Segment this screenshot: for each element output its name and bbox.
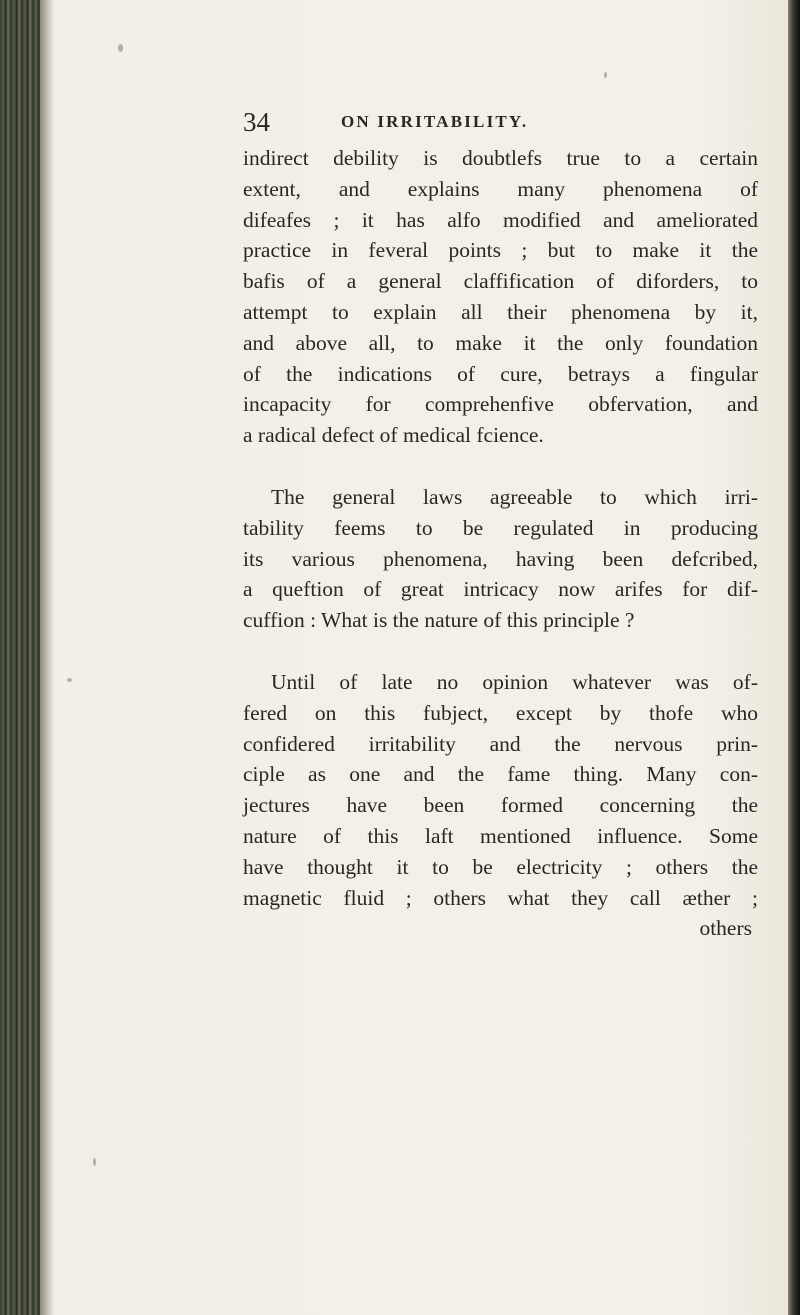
- ink-speck: [118, 44, 123, 52]
- text-line: of the indications of cure, betrays a fingular: [243, 361, 758, 386]
- text-line: bafis of a general claffification of diforders, to: [243, 269, 758, 294]
- text-line: attempt to explain all their phenomena by it,: [243, 299, 758, 324]
- text-line: ciple as one and the fame thing. Many con-: [243, 762, 758, 787]
- text-line: a radical defect of medical fcience.: [243, 423, 544, 448]
- running-head: ON IRRITABILITY.: [341, 112, 529, 131]
- ink-speck: [67, 678, 72, 682]
- page-number: 34: [243, 107, 270, 137]
- text-line: confidered irritability and the nervous prin-: [243, 731, 758, 756]
- ink-speck: [604, 72, 607, 78]
- text-line: indirect debility is doubtlefs true to a certain: [243, 146, 758, 170]
- text-line: its various phenomena, having been defcribed,: [243, 546, 758, 571]
- page-header: [243, 104, 703, 140]
- text-line: magnetic fluid ; others what they call æther ;: [243, 885, 758, 910]
- text-line: incapacity for comprehenfive obfervation, and: [243, 392, 758, 417]
- text-line: Until of late no opinion whatever was of-: [271, 669, 758, 694]
- text-line: tability feems to be regulated in producing: [243, 515, 758, 540]
- paragraph-2: [243, 482, 758, 636]
- text-line: jectures have been formed concerning the: [243, 793, 758, 818]
- text-line: extent, and explains many phenomena of: [243, 176, 758, 201]
- text-line: a queftion of great intricacy now arifes for dif-: [243, 577, 758, 602]
- text-line: have thought it to be electricity ; others the: [243, 854, 758, 879]
- text-line: practice in feveral points ; but to make it the: [243, 238, 758, 263]
- paragraph-1: [243, 143, 758, 451]
- body-text: [243, 143, 758, 944]
- text-line: nature of this laft mentioned influence. Some: [243, 823, 758, 848]
- text-line: and above all, to make it the only foundation: [243, 330, 758, 355]
- text-line: fered on this fubject, except by thofe who: [243, 700, 758, 725]
- book-binding-right: [788, 0, 800, 1315]
- paragraph-3: [243, 667, 758, 913]
- catchword: others: [699, 916, 752, 941]
- text-line: The general laws agreeable to which irri-: [271, 484, 758, 509]
- binding-shadow: [40, 0, 54, 1315]
- text-line: cuffion : What is the nature of this principle ?: [243, 608, 635, 633]
- book-binding-left: [0, 0, 40, 1315]
- ink-speck: [93, 1158, 96, 1166]
- text-line: difeafes ; it has alfo modified and ameliorated: [243, 207, 758, 232]
